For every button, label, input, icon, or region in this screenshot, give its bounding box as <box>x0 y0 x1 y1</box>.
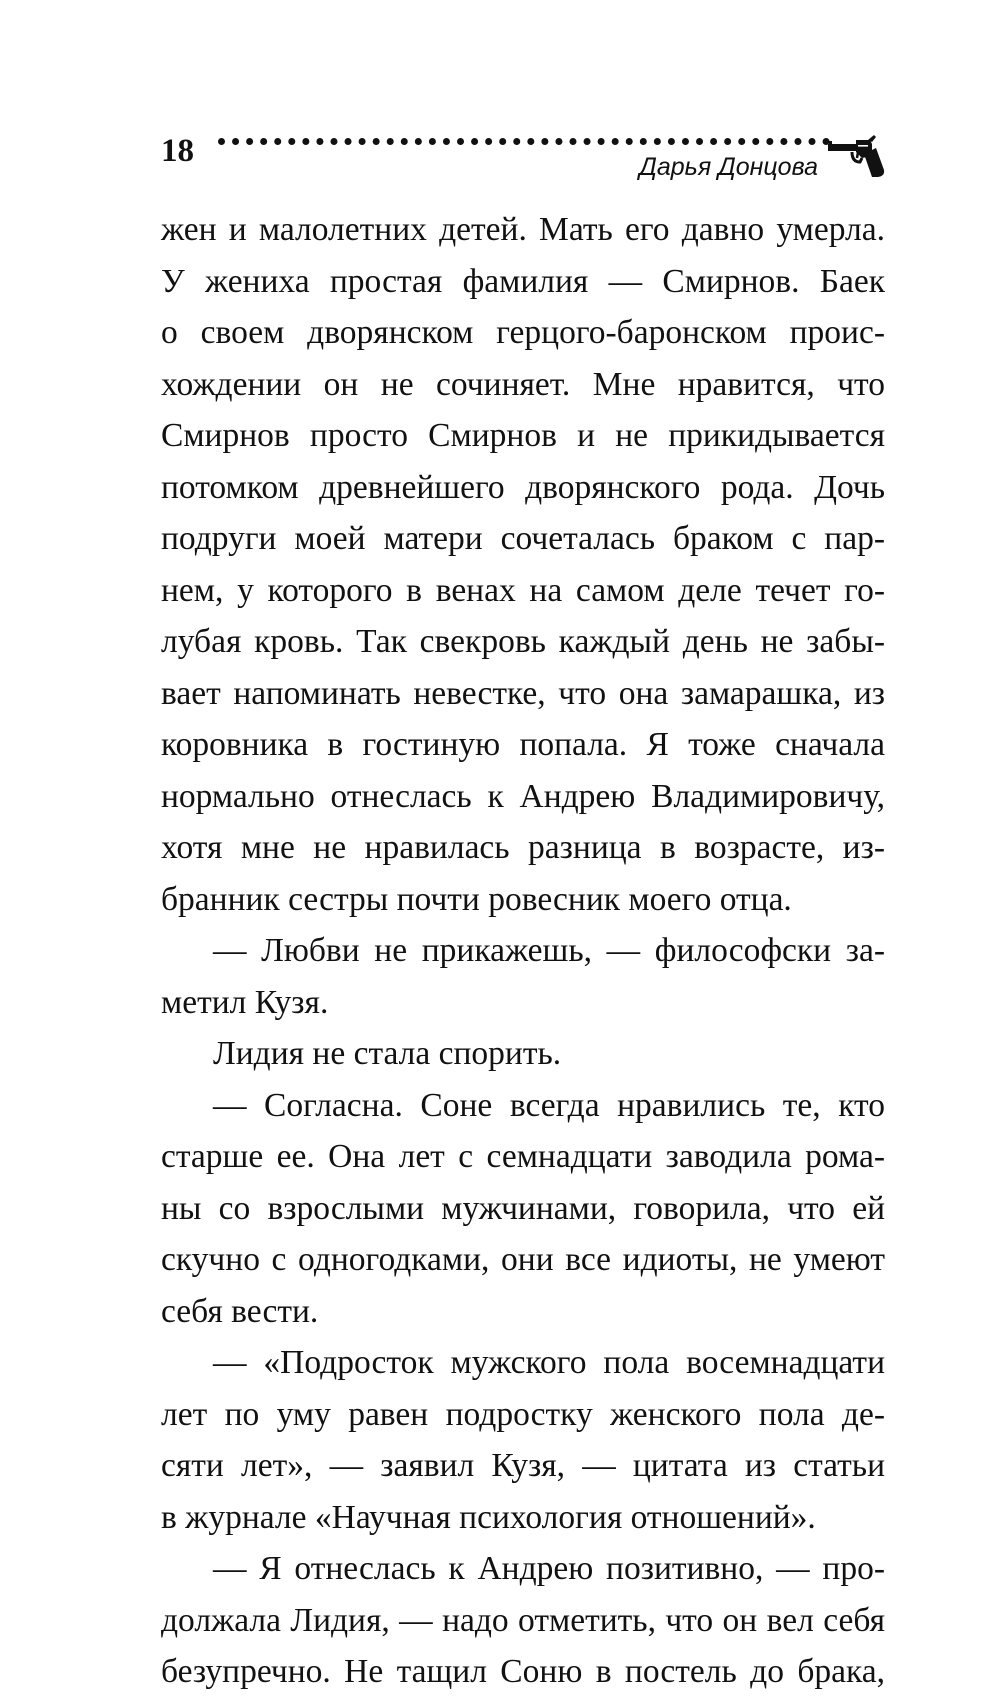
text-line: хождении он не сочиняет. Мне нравится, что <box>161 365 885 403</box>
header-dotted-rule <box>218 138 830 145</box>
running-header-author: Дарья Донцова <box>639 153 818 181</box>
text-line: — «Подросток мужского пола восемнадцати <box>213 1344 885 1381</box>
text-line: Лидия не стала спорить. <box>213 1035 562 1072</box>
text-line: старше ее. Она лет с семнадцати заводила рома- <box>161 1138 885 1175</box>
text-line: метил Кузя. <box>161 983 329 1021</box>
text-line: хотя мне не нравилась разница в возрасте, из- <box>161 829 885 866</box>
text-line: коровника в гостиную попала. Я тоже сначала <box>161 726 885 763</box>
text-line: потомком древнейшего дворянского рода. Дочь <box>161 468 885 506</box>
text-line: нем, у которого в венах на самом деле течет го- <box>161 571 885 609</box>
text-line: Смирнов просто Смирнов и не прикидывается <box>161 417 885 454</box>
text-line: — Любви не прикажешь, — философски за- <box>213 932 885 969</box>
text-line: лубая кровь. Так свекровь каждый день не забы- <box>161 623 885 660</box>
text-line: лет по уму равен подростку женского пола де- <box>161 1395 885 1433</box>
text-line: себя вести. <box>161 1292 319 1330</box>
text-line: вает напоминать невестке, что она замарашка, из <box>161 674 885 712</box>
text-line: У жениха простая фамилия — Смирнов. Баек <box>161 262 885 300</box>
text-line: в журнале «Научная психология отношений». <box>161 1498 816 1536</box>
text-line: нормально отнеслась к Андрею Владимировичу, <box>161 777 885 815</box>
text-line: — Я отнеслась к Андрею позитивно, — про- <box>213 1550 885 1587</box>
text-line: должала Лидия, — надо отметить, что он вел себя <box>161 1601 885 1639</box>
text-line: бранник сестры почти ровесник моего отца. <box>161 880 792 918</box>
text-line: о своем дворянском герцого-баронском проис- <box>161 314 885 351</box>
page-number: 18 <box>161 133 194 169</box>
text-line: жен и малолетних детей. Мать его давно умерла. <box>161 211 885 248</box>
text-line: безупречно. Не тащил Соню в постель до брака, <box>161 1653 885 1690</box>
text-line: подруги моей матери сочеталась браком с пар- <box>161 520 885 557</box>
body-text <box>161 204 885 1698</box>
text-line: ны со взрослыми мужчинами, говорила, что ей <box>161 1189 885 1227</box>
text-line: — Согласна. Соне всегда нравились те, кто <box>213 1086 885 1124</box>
text-line: скучно с одногодками, они все идиоты, не умеют <box>161 1241 885 1278</box>
text-line: сяти лет», — заявил Кузя, — цитата из статьи <box>161 1447 885 1484</box>
revolver-icon <box>826 134 886 180</box>
